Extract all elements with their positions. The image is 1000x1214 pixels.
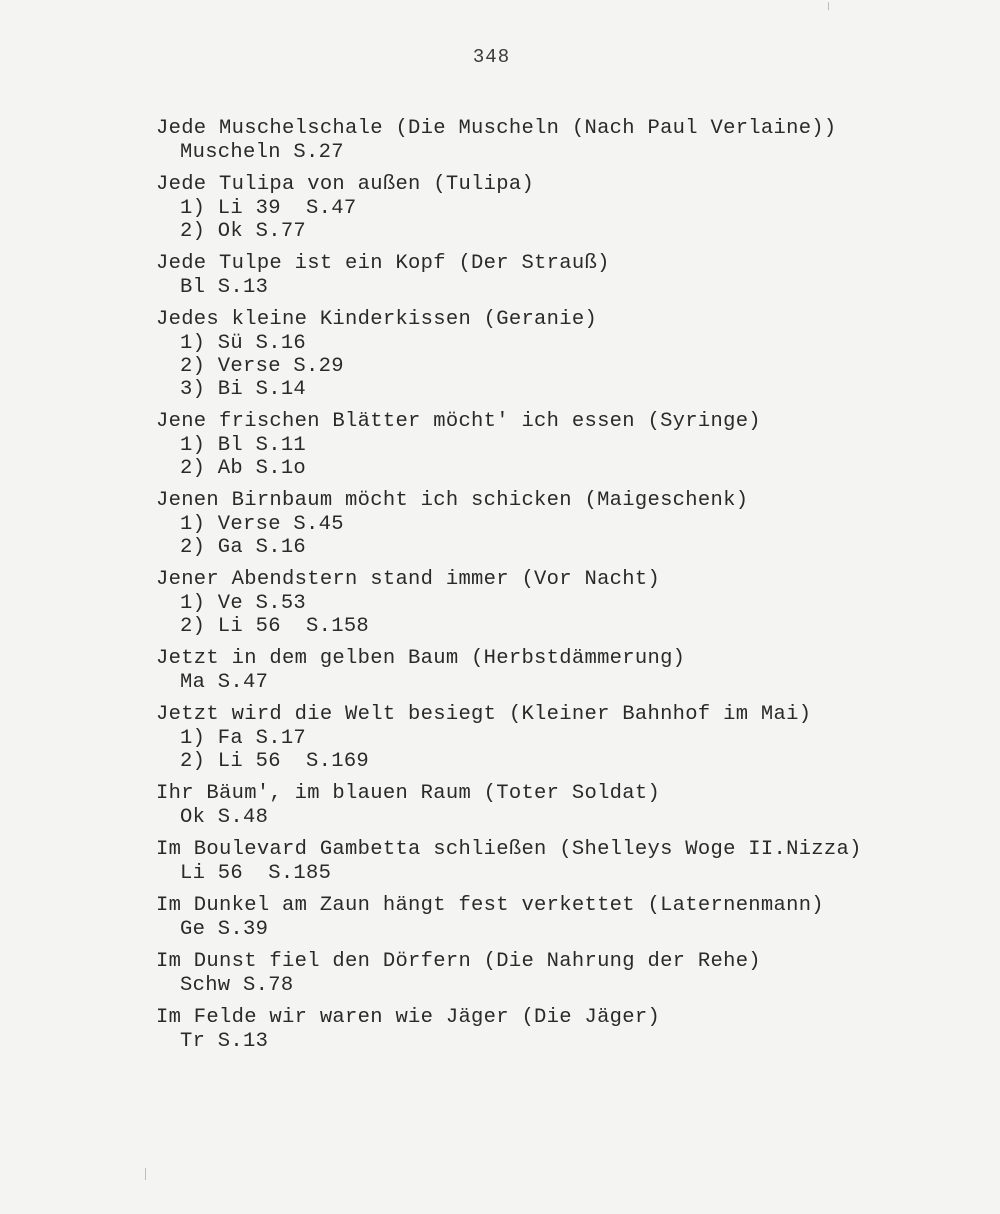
entry-reference: 2) Ga S.16	[180, 536, 307, 559]
entry-reference: Bl S.13	[180, 276, 269, 299]
entry-title: Jener Abendstern stand immer (Vor Nacht)	[156, 568, 661, 591]
index-entry	[156, 410, 956, 480]
index-entry	[156, 703, 956, 773]
entry-reference: 2) Li 56 S.169	[180, 750, 370, 773]
entry-title: Im Dunst fiel den Dörfern (Die Nahrung der Rehe)	[156, 950, 761, 973]
index-entry	[156, 308, 956, 401]
entry-reference: 2) Li 56 S.158	[180, 615, 370, 638]
index-entry	[156, 252, 956, 299]
entry-reference: 2) Ok S.77	[180, 220, 307, 243]
entry-reference: 1) Ve S.53	[180, 592, 307, 615]
entry-reference: Tr S.13	[180, 1030, 269, 1053]
index-entry	[156, 173, 956, 243]
page-number: 348	[472, 46, 511, 68]
index-entry	[156, 950, 956, 997]
entry-title: Im Dunkel am Zaun hängt fest verkettet (Laternenmann)	[156, 894, 824, 917]
entry-reference: 2) Verse S.29	[180, 355, 344, 378]
entry-title: Jedes kleine Kinderkissen (Geranie)	[156, 308, 598, 331]
entry-reference: Schw S.78	[180, 974, 294, 997]
index-entry	[156, 838, 956, 885]
entry-reference: 1) Verse S.45	[180, 513, 344, 536]
entry-title: Jede Muschelschale (Die Muscheln (Nach Paul Verlaine))	[156, 117, 837, 140]
index-entry	[156, 894, 956, 941]
entry-title: Ihr Bäum', im blauen Raum (Toter Soldat)	[156, 782, 661, 805]
entry-reference: 1) Sü S.16	[180, 332, 307, 355]
entry-title: Jene frischen Blätter möcht' ich essen (Syringe)	[156, 410, 761, 433]
entry-title: Jetzt wird die Welt besiegt (Kleiner Bahnhof im Mai)	[156, 703, 812, 726]
index-entries	[156, 117, 956, 1062]
entry-title: Im Felde wir waren wie Jäger (Die Jäger)	[156, 1006, 661, 1029]
entry-reference: Muscheln S.27	[180, 141, 344, 164]
entry-reference: Ok S.48	[180, 806, 269, 829]
index-entry	[156, 647, 956, 694]
entry-title: Jenen Birnbaum möcht ich schicken (Maigeschenk)	[156, 489, 749, 512]
entry-title: Jede Tulpe ist ein Kopf (Der Strauß)	[156, 252, 610, 275]
entry-reference: Ge S.39	[180, 918, 269, 941]
index-entry	[156, 489, 956, 559]
index-entry	[156, 117, 956, 164]
index-entry	[156, 1006, 956, 1053]
entry-title: Jetzt in dem gelben Baum (Herbstdämmerung)	[156, 647, 686, 670]
index-entry	[156, 568, 956, 638]
entry-reference: 1) Bl S.11	[180, 434, 307, 457]
paper-speck	[828, 2, 829, 10]
index-entry	[156, 782, 956, 829]
entry-title: Im Boulevard Gambetta schließen (Shelleys Woge II.Nizza)	[156, 838, 862, 861]
entry-reference: 3) Bi S.14	[180, 378, 307, 401]
paper-speck	[145, 1168, 146, 1180]
entry-title: Jede Tulipa von außen (Tulipa)	[156, 173, 535, 196]
entry-reference: 1) Li 39 S.47	[180, 197, 357, 220]
entry-reference: Ma S.47	[180, 671, 269, 694]
entry-reference: 1) Fa S.17	[180, 727, 307, 750]
entry-reference: 2) Ab S.1o	[180, 457, 307, 480]
entry-reference: Li 56 S.185	[180, 862, 332, 885]
